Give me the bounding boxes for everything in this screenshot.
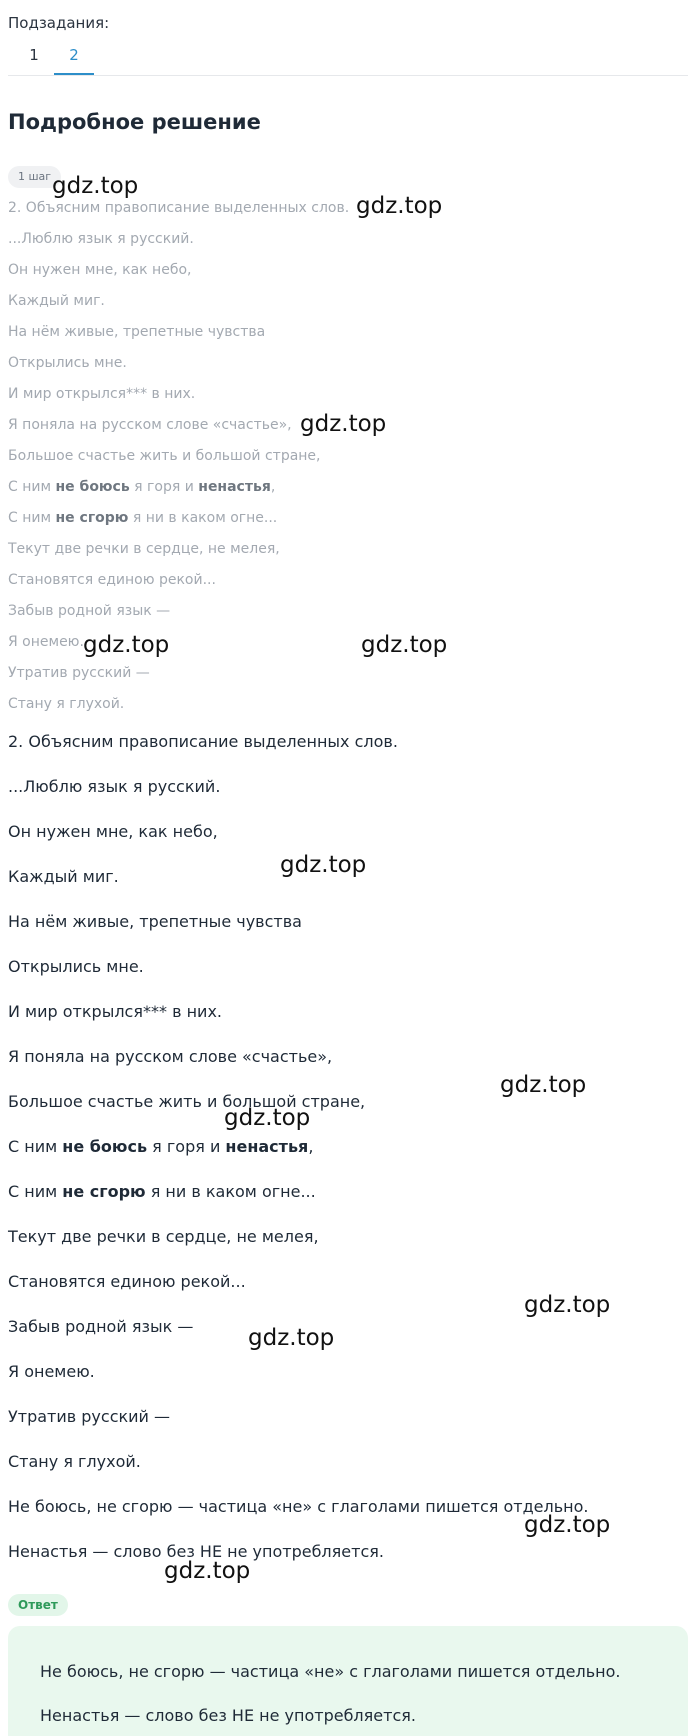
faded-line: Открылись мне. [8,355,127,371]
poem-line: Становятся единою рекой... [8,1272,246,1291]
watermark: gdz.top [83,632,170,658]
answer-badge: Ответ [8,1594,68,1616]
poem-line: ...Люблю язык я русский. [8,777,221,796]
poem-line: На нём живые, трепетные чувства [8,912,302,931]
faded-line: Забыв родной язык — [8,603,171,619]
explanation-line: Ненастья — слово без НЕ не употребляется. [8,1542,384,1561]
watermark: gdz.top [248,1325,335,1351]
watermark: gdz.top [524,1292,611,1318]
poem-line: Открылись мне. [8,957,144,976]
poem-line: Я онемею. [8,1362,95,1381]
poem-line: Каждый миг. [8,867,119,886]
watermark: gdz.top [224,1105,311,1131]
watermark: gdz.top [356,193,443,219]
step-badge: 1 шаг [8,166,61,188]
faded-line: Я онемею. [8,634,84,650]
active-tab-indicator [54,73,94,75]
answer-line: Ненастья — слово без НЕ не употребляется. [40,1706,416,1725]
poem-line: С ним не боюсь я горя и ненастья, [8,1137,314,1156]
faded-line: Текут две речки в сердце, не мелея, [8,541,280,557]
faded-intro: 2. Объясним правописание выделенных слов. [8,200,350,216]
poem-line: Стану я глухой. [8,1452,141,1471]
watermark: gdz.top [500,1072,587,1098]
faded-line: Становятся единою рекой... [8,572,216,588]
poem-line: Большое счастье жить и большой стране, [8,1092,366,1111]
solution-intro: 2. Объясним правописание выделенных слов. [8,732,398,751]
watermark: gdz.top [524,1512,611,1538]
poem-line: С ним не сгорю я ни в каком огне... [8,1182,316,1201]
watermark: gdz.top [164,1558,251,1584]
poem-line: Утратив русский — [8,1407,171,1426]
faded-line: Каждый миг. [8,293,105,309]
answer-line: Не боюсь, не сгорю — частица «не» с глаголами пишется отдельно. [40,1662,621,1681]
tab-subtask-1[interactable]: 1 [29,46,39,64]
faded-line: Утратив русский — [8,665,150,681]
faded-line: На нём живые, трепетные чувства [8,324,266,340]
subtasks-label: Подзадания: [8,14,110,32]
faded-line: И мир открылся*** в них. [8,386,196,402]
faded-line: С ним не сгорю я ни в каком огне... [8,510,278,526]
poem-line: Текут две речки в сердце, не мелея, [8,1227,319,1246]
watermark: gdz.top [300,411,387,437]
watermark: gdz.top [280,852,367,878]
faded-line: Он нужен мне, как небо, [8,262,192,278]
faded-line: Большое счастье жить и большой стране, [8,448,321,464]
faded-line: С ним не боюсь я горя и ненастья, [8,479,276,495]
poem-line: Забыв родной язык — [8,1317,194,1336]
explanation-line: Не боюсь, не сгорю — частица «не» с глаголами пишется отдельно. [8,1497,589,1516]
poem-line: Он нужен мне, как небо, [8,822,218,841]
tab-subtask-2[interactable]: 2 [69,46,79,64]
watermark: gdz.top [361,632,448,658]
watermark: gdz.top [52,173,139,199]
subtask-tabs [8,38,688,76]
faded-line: Я поняла на русском слове «счастье», [8,417,292,433]
poem-line: Я поняла на русском слове «счастье», [8,1047,333,1066]
faded-line: ...Люблю язык я русский. [8,231,194,247]
poem-line: И мир открылся*** в них. [8,1002,222,1021]
faded-line: Стану я глухой. [8,696,125,712]
solution-heading: Подробное решение [8,110,261,134]
answer-box [8,1626,688,1736]
